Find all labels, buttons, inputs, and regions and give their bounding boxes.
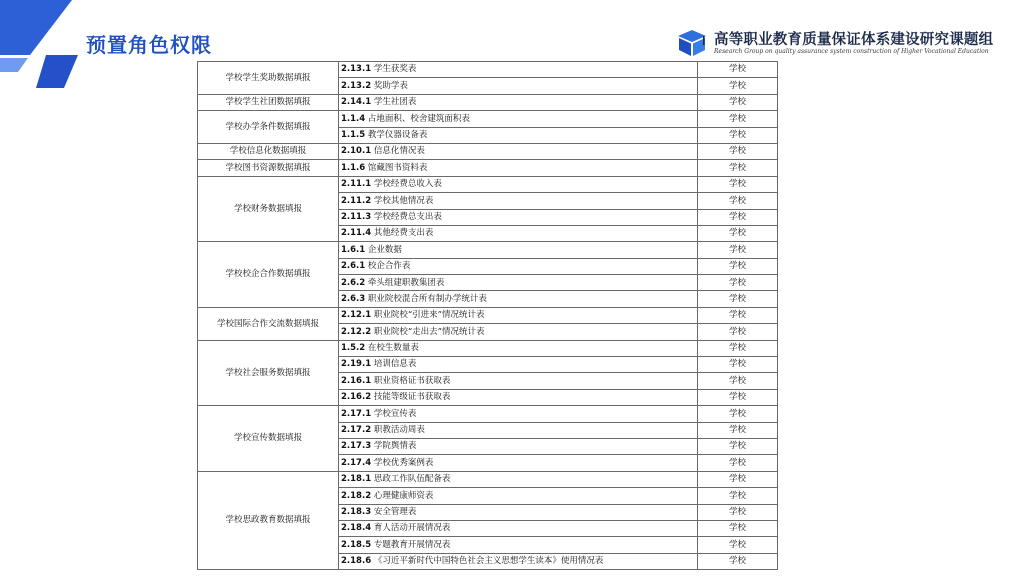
role-cell: 学校 [698,193,778,209]
item-cell [339,324,698,340]
item-number: 2.13.2 [341,80,372,91]
role-cell: 学校 [698,406,778,422]
group-name-cell: 学校信息化数据填报 [198,143,339,159]
item-label: 校企合作表 [365,261,411,272]
item-number: 2.6.3 [341,293,366,304]
table-row [198,143,778,159]
role-cell: 学校 [698,275,778,291]
item-cell [339,537,698,553]
item-number: 2.17.4 [341,457,372,468]
item-cell [339,78,698,94]
item-label: 技能等级证书获取表 [371,392,451,403]
group-name-cell: 学校思政教育数据填报 [198,471,339,569]
item-cell [339,62,698,78]
table-row [198,471,778,487]
graduation-cap-cube-icon [676,28,708,58]
item-cell [339,422,698,438]
item-label: 学生获奖表 [371,64,417,75]
item-label: 学校优秀案例表 [371,457,434,468]
group-name-cell: 学校学生奖助数据填报 [198,62,339,95]
item-number: 2.14.1 [341,97,372,108]
item-cell [339,127,698,143]
role-cell: 学校 [698,111,778,127]
role-cell: 学校 [698,209,778,225]
item-cell [339,307,698,323]
item-cell [339,520,698,536]
item-label: 企业数据 [365,244,402,255]
group-name-cell: 学校财务数据填报 [198,176,339,242]
item-number: 2.11.3 [341,211,372,222]
item-cell [339,471,698,487]
item-number: 2.18.5 [341,539,372,550]
item-cell [339,176,698,192]
group-name-cell: 学校校企合作数据填报 [198,242,339,308]
item-label: 学院舆情表 [371,441,417,452]
item-cell [339,258,698,274]
item-number: 2.16.2 [341,392,372,403]
table-row [198,176,778,192]
item-number: 1.1.6 [341,162,366,173]
item-number: 2.10.1 [341,146,372,157]
item-cell [339,111,698,127]
item-number: 1.6.1 [341,244,366,255]
item-cell [339,209,698,225]
page-title: 预置角色权限 [86,33,212,57]
role-cell: 学校 [698,537,778,553]
item-number: 2.18.2 [341,490,372,501]
group-name-cell: 学校国际合作交流数据填报 [198,307,339,340]
item-cell [339,553,698,569]
item-label: 学校经费总支出表 [371,211,442,222]
item-number: 2.16.1 [341,375,372,386]
permission-table [197,61,778,570]
item-label: 学校宣传表 [371,408,417,419]
role-cell: 学校 [698,373,778,389]
table-row [198,111,778,127]
role-cell: 学校 [698,357,778,373]
item-number: 2.19.1 [341,359,372,370]
item-number: 2.13.1 [341,64,372,75]
table-row [198,62,778,78]
item-number: 2.12.1 [341,310,372,321]
item-number: 2.18.4 [341,523,372,534]
role-cell: 学校 [698,242,778,258]
permission-table-wrapper [197,61,778,570]
item-label: 牵头组建职教集团表 [365,277,445,288]
item-cell [339,275,698,291]
item-number: 2.12.2 [341,326,372,337]
role-cell: 学校 [698,94,778,110]
item-cell [339,94,698,110]
item-label: 职业院校混合所有制办学统计表 [365,293,487,304]
role-cell: 学校 [698,258,778,274]
role-cell: 学校 [698,324,778,340]
table-row [198,160,778,176]
item-label: 心理健康师资表 [371,490,434,501]
role-cell: 学校 [698,176,778,192]
role-cell: 学校 [698,488,778,504]
item-cell [339,193,698,209]
role-cell: 学校 [698,520,778,536]
item-label: 其他经费支出表 [371,228,434,239]
item-number: 2.17.1 [341,408,372,419]
item-number: 2.11.2 [341,195,372,206]
item-label: 职业院校“走出去”情况统计表 [371,326,485,337]
item-label: 职业资格证书获取表 [371,375,451,386]
role-cell: 学校 [698,438,778,454]
item-cell [339,389,698,405]
item-number: 2.11.1 [341,179,372,190]
item-cell [339,373,698,389]
item-number: 2.11.4 [341,228,372,239]
item-label: 思政工作队伍配备表 [371,474,451,485]
item-number: 2.17.3 [341,441,372,452]
item-number: 2.18.6 [341,556,372,567]
item-number: 1.1.5 [341,130,366,140]
role-cell: 学校 [698,455,778,471]
table-row [198,406,778,422]
item-cell [339,225,698,241]
item-label: 学校其他情况表 [371,195,434,206]
item-label: 《习近平新时代中国特色社会主义思想学生读本》使用情况表 [371,556,604,567]
item-cell [339,488,698,504]
corner-decoration [0,0,90,90]
role-cell: 学校 [698,127,778,143]
item-label: 专题教育开展情况表 [371,539,451,550]
item-label: 学校经费总收入表 [371,179,442,190]
role-cell: 学校 [698,62,778,78]
item-cell [339,340,698,356]
group-name-cell: 学校学生社团数据填报 [198,94,339,110]
role-cell: 学校 [698,389,778,405]
item-number: 2.18.1 [341,474,372,485]
item-cell [339,160,698,176]
item-label: 教学仪器设备表 [365,130,428,140]
role-cell: 学校 [698,422,778,438]
item-label: 奖助学表 [371,80,408,91]
table-row [198,94,778,110]
brand-name-cn: 高等职业教育质量保证体系建设研究课题组 [714,32,994,48]
item-cell [339,504,698,520]
group-name-cell: 学校宣传数据填报 [198,406,339,472]
group-name-cell: 学校图书资源数据填报 [198,160,339,176]
item-cell [339,406,698,422]
role-cell: 学校 [698,504,778,520]
group-name-cell: 学校社会服务数据填报 [198,340,339,406]
item-number: 2.6.2 [341,277,366,288]
item-cell [339,143,698,159]
item-cell [339,438,698,454]
item-label: 育人活动开展情况表 [371,523,451,534]
item-label: 培训信息表 [371,359,417,370]
table-row [198,242,778,258]
item-label: 信息化情况表 [371,146,425,157]
role-cell: 学校 [698,225,778,241]
brand-header [676,28,1006,62]
item-number: 1.5.2 [341,343,366,354]
item-number: 1.1.4 [341,113,366,124]
item-label: 占地面积、校舍建筑面积表 [365,113,470,124]
role-cell: 学校 [698,340,778,356]
item-label: 安全管理表 [371,506,417,517]
item-number: 2.17.2 [341,425,372,436]
item-cell [339,291,698,307]
item-label: 职教活动周表 [371,425,425,436]
item-label: 馆藏图书资料表 [365,162,428,173]
role-cell: 学校 [698,160,778,176]
item-label: 学生社团表 [371,97,417,108]
item-cell [339,455,698,471]
role-cell: 学校 [698,291,778,307]
item-cell [339,357,698,373]
table-row [198,340,778,356]
role-cell: 学校 [698,307,778,323]
item-number: 2.18.3 [341,506,372,517]
role-cell: 学校 [698,471,778,487]
group-name-cell: 学校办学条件数据填报 [198,111,339,144]
brand-name-en: Research Group on quality assurance system construction of Higher Vocational Education [714,48,989,55]
role-cell: 学校 [698,143,778,159]
role-cell: 学校 [698,553,778,569]
table-row [198,307,778,323]
item-cell [339,242,698,258]
item-label: 在校生数量表 [365,343,419,354]
item-number: 2.6.1 [341,261,366,272]
item-label: 职业院校“引进来”情况统计表 [371,310,485,321]
role-cell: 学校 [698,78,778,94]
